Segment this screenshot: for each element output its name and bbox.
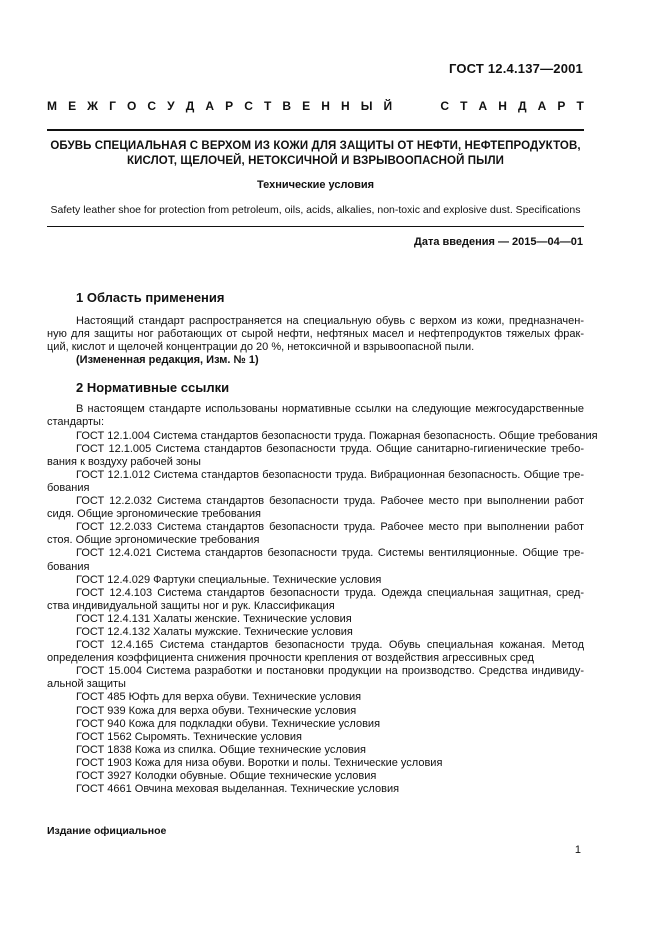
banner-letter: Н [321,99,330,113]
reference-line: вания к воздуху рабочей зоны [47,455,201,468]
reference-line: ГОСТ 15.004 Система разработки и постановки продукции на производство. Средства индивиду- [76,665,584,678]
reference-line: ства индивидуальной защиты ног и рук. Классификация [47,599,335,612]
reference-line: ГОСТ 940 Кожа для подкладки обуви. Технические условия [76,717,381,730]
references-list [47,403,598,796]
banner-letter: Ы [360,99,373,113]
title-line: КИСЛОТ, ЩЕЛОЧЕЙ, НЕТОКСИЧНОЙ И ВЗРЫВООПАСНОЙ ПЫЛИ [127,155,504,167]
banner-letter: У [167,99,175,113]
reference-line: бования [47,481,90,494]
reference-line: ГОСТ 12.1.005 Система стандартов безопасности труда. Общие санитарно-гигиенические требо- [76,442,584,455]
banner-letter: Г [109,99,116,113]
banner-letter: Т [460,99,468,113]
title-divider [47,226,584,227]
reference-line: сидя. Общие эргономические требования [47,508,261,521]
english-title: Safety leather shoe for protection from petroleum, oils, acids, alkalies, non-toxic and explosive dust. Specifications [50,204,581,216]
reference-line: стоя. Общие эргономические требования [47,534,260,547]
banner-letter: Р [557,99,566,113]
standard-type-banner [47,99,584,113]
document-subtitle: Технические условия [256,179,375,191]
banner-letter: Т [263,99,272,113]
banner-letter: Р [225,99,234,113]
official-edition-note: Издание официальное [47,825,167,837]
reference-line: ГОСТ 3927 Колодки обувные. Общие технические условия [76,770,377,782]
banner-letter: С [147,99,157,113]
paragraph-line: Настоящий стандарт распространяется на специальную обувь с верхом из кожи, предназначен- [76,315,584,327]
document-code: ГОСТ 12.4.137—2001 [448,61,583,76]
reference-line: определения коэффициента снижения прочности крепления от воздействия агрессивных сред [47,652,534,665]
reference-line: ГОСТ 12.2.033 Система стандартов безопасности труда. Рабочее место при выполнении работ [76,521,584,534]
introduction-date: Дата введения — 2015—04—01 [414,236,583,248]
reference-line: ГОСТ 12.4.165 Система стандартов безопасности труда. Обувь специальная кожаная. Метод [76,639,584,652]
reference-line: ГОСТ 12.4.132 Халаты мужские. Технические условия [76,625,353,638]
header-divider [47,129,584,131]
reference-line: В настоящем стандарте использованы нормативные ссылки на следующие межгосударственные [76,403,584,416]
banner-letter: А [537,99,547,113]
amendment-note: (Измененная редакция, Изм. № 1) [76,354,259,367]
reference-line: ГОСТ 12.4.021 Система стандартов безопасности труда. Системы вентиляционные. Общие тре- [76,547,584,560]
reference-line: ГОСТ 485 Юфть для верха обуви. Технические условия [76,691,362,704]
banner-letter: В [282,99,292,113]
banner-letter: М [47,99,57,113]
banner-letter: А [205,99,215,113]
reference-line: ГОСТ 1903 Кожа для низа обуви. Воротки и полы. Технические условия [76,756,443,769]
banner-letter: Д [518,99,527,113]
reference-line: ГОСТ 12.1.012 Система стандартов безопасности труда. Вибрационная безопасность. Общие тре- [76,468,584,481]
reference-line: бования [47,560,90,573]
section-heading-references: 2 Нормативные ссылки [76,380,230,396]
banner-letter: С [440,99,449,113]
banner-letter: Т [576,99,584,113]
banner-letter: Д [185,99,195,113]
reference-line: альной защиты [47,678,126,691]
reference-line: ГОСТ 12.1.004 Система стандартов безопасности труда. Пожарная безопасность. Общие требования [76,429,598,442]
reference-line: ГОСТ 1838 Кожа из спилка. Общие технические условия [76,743,366,756]
title-line: ОБУВЬ СПЕЦИАЛЬНАЯ С ВЕРХОМ ИЗ КОЖИ ДЛЯ ЗАЩИТЫ ОТ НЕФТИ, НЕФТЕПРОДУКТОВ, [50,140,581,152]
section-heading-scope: 1 Область применения [76,290,225,305]
banner-letter: Н [340,99,350,113]
reference-line: ГОСТ 4661 Овчина меховая выделанная. Технические условия [76,783,400,796]
banner-letter: Н [498,99,507,113]
reference-line: ГОСТ 12.4.131 Халаты женские. Технические условия [76,612,352,625]
banner-word-gap [403,99,429,113]
reference-line: ГОСТ 12.2.032 Система стандартов безопасности труда. Рабочее место при выполнении работ [76,495,584,508]
reference-line: ГОСТ 12.4.103 Система стандартов безопасности труда. Одежда специальная защитная, сред- [76,586,584,599]
reference-line: ГОСТ 939 Кожа для верха обуви. Технические условия [76,704,357,717]
banner-letter: Е [68,99,77,113]
document-body [47,290,598,796]
paragraph-line: ную для защиты ног работающих от сырой нефти, нефтяных масел и нефтепродуктов тяжелых фрак- [47,328,584,341]
banner-letter: Е [302,99,311,113]
page-number: 1 [574,844,581,856]
banner-letter: О [127,99,137,113]
reference-line: ГОСТ 1562 Сыромять. Технические условия [76,730,302,743]
banner-letter: А [478,99,488,113]
banner-letter: Ж [87,99,99,113]
paragraph-line: ций, кислот и щелочей концентрации до 20 %, нетоксичной и взрывоопасной пыли. [47,341,475,354]
document-title [47,139,584,169]
reference-line: стандарты: [47,416,105,429]
banner-letter: Й [383,99,393,113]
reference-line: ГОСТ 12.4.029 Фартуки специальные. Технические условия [76,573,382,586]
banner-letter: С [244,99,253,113]
